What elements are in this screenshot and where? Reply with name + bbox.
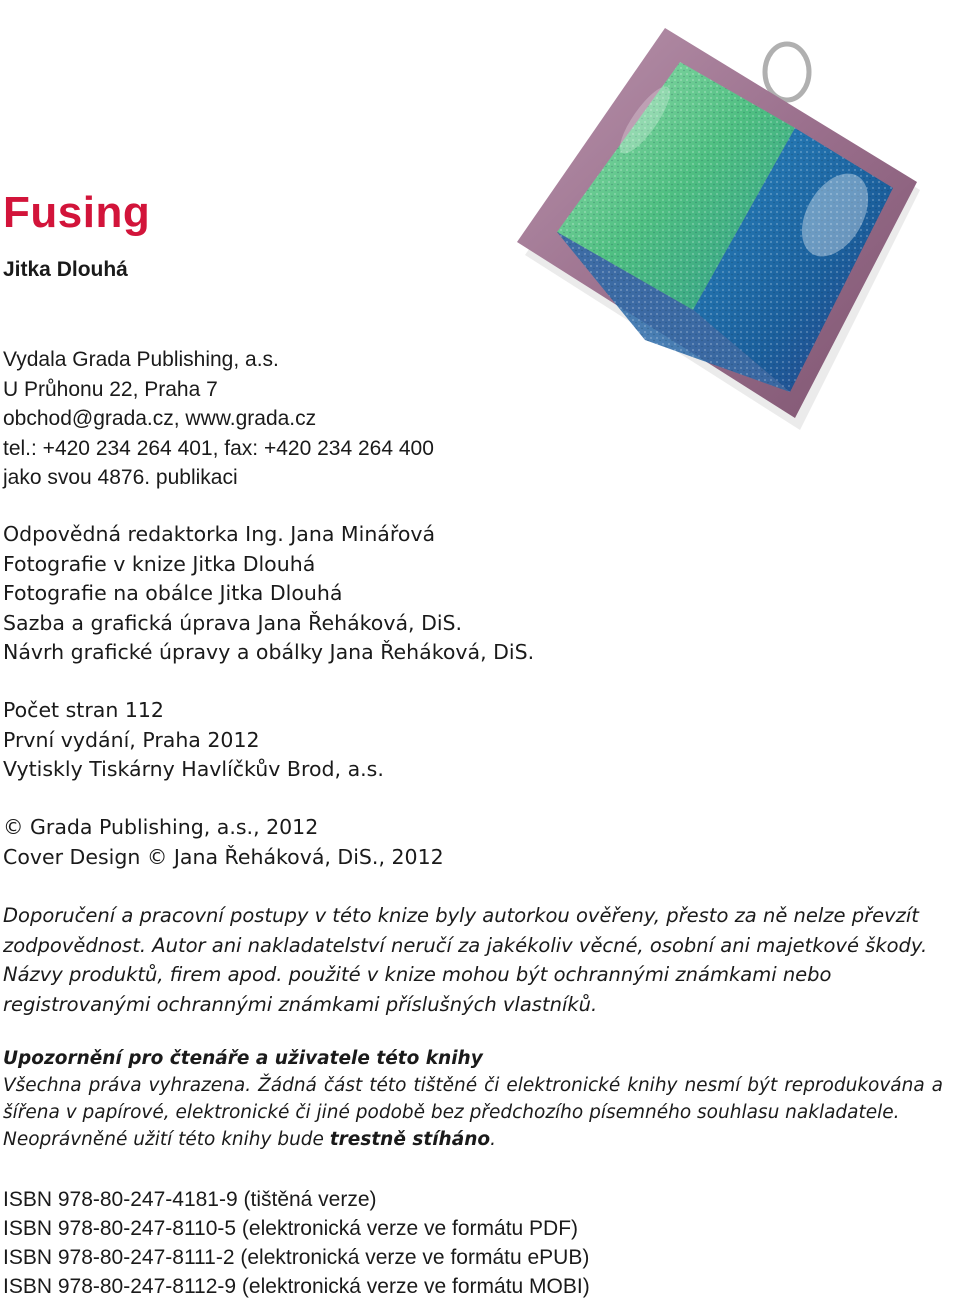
- publisher-address: U Průhonu 22, Praha 7: [3, 377, 218, 401]
- disclaimer-line: Doporučení a pracovní postupy v této knize byly autorkou ověřeny, přesto za ně nelze převzít: [3, 904, 919, 927]
- copyright-cover-design: Cover Design © Jana Řeháková, DiS., 2012: [3, 844, 444, 869]
- copyright-block: [3, 813, 444, 872]
- credit-design: Návrh grafické úpravy a obálky Jana Řeháková, DiS.: [3, 640, 535, 664]
- notice-legal-warning: [3, 1126, 943, 1153]
- copyright-publisher: © Grada Publishing, a.s., 2012: [3, 815, 319, 839]
- notice-body: Všechna práva vyhrazena. Žádná část této tištěné či elektronické knihy nesmí být reprodukována a šířena v papírové, elektronické či jiné podobě bez předchozího písemného souhlasu nakladatele.: [3, 1075, 943, 1123]
- publisher-contact-web: obchod@grada.cz, www.grada.cz: [3, 407, 317, 430]
- publisher-block: [3, 345, 434, 493]
- credit-typesetting: Sazba a grafická úprava Jana Řeháková, DiS.: [3, 610, 463, 635]
- book-author: Jitka Dlouhá: [3, 258, 128, 281]
- credits-block: [3, 520, 534, 668]
- isbn-print: ISBN 978-80-247-4181-9 (tištěná verze): [3, 1188, 377, 1211]
- disclaimer-line: registrovanými ochrannými známkami příslušných vlastníků.: [3, 992, 598, 1016]
- fused-glass-pendant-photo: [505, 0, 960, 440]
- notice-warning-bold: trestně stíháno: [329, 1129, 491, 1150]
- notice-warning-text: Neoprávněné užití této knihy bude: [3, 1129, 330, 1150]
- publisher-line: Vydala Grada Publishing, a.s.: [3, 348, 279, 371]
- reader-notice-block: [3, 1045, 943, 1153]
- disclaimer-block: [3, 901, 927, 1019]
- isbn-mobi: ISBN 978-80-247-8112-9 (elektronická verze ve formátu MOBI): [3, 1275, 590, 1298]
- notice-warning-end: .: [490, 1129, 496, 1150]
- isbn-block: [3, 1185, 590, 1301]
- edition-info: První vydání, Praha 2012: [3, 727, 260, 752]
- page-count: Počet stran 112: [3, 698, 164, 722]
- publication-number: jako svou 4876. publikaci: [3, 466, 238, 489]
- printer-info: Vytiskly Tiskárny Havlíčkův Brod, a.s.: [3, 757, 384, 781]
- edition-block: [3, 696, 384, 785]
- publisher-phone-fax: tel.: +420 234 264 401, fax: +420 234 264 400: [3, 436, 434, 460]
- notice-heading: Upozornění pro čtenáře a uživatele této knihy: [3, 1048, 483, 1069]
- book-title: Fusing: [3, 188, 151, 237]
- credit-editor: Odpovědná redaktorka Ing. Jana Minářová: [3, 522, 436, 546]
- isbn-pdf: ISBN 978-80-247-8110-5 (elektronická verze ve formátu PDF): [3, 1217, 579, 1240]
- isbn-epub: ISBN 978-80-247-8111-2 (elektronická verze ve formátu ePUB): [3, 1246, 590, 1269]
- credit-photos-cover: Fotografie na obálce Jitka Dlouhá: [3, 581, 343, 605]
- disclaimer-line: zodpovědnost. Autor ani nakladatelství neručí za jakékoliv věcné, osobní ani majetkové škody.: [3, 933, 928, 957]
- credit-photos-inside: Fotografie v knize Jitka Dlouhá: [3, 551, 316, 576]
- disclaimer-line: Názvy produktů, firem apod. použité v knize mohou být ochrannými známkami nebo: [3, 963, 832, 986]
